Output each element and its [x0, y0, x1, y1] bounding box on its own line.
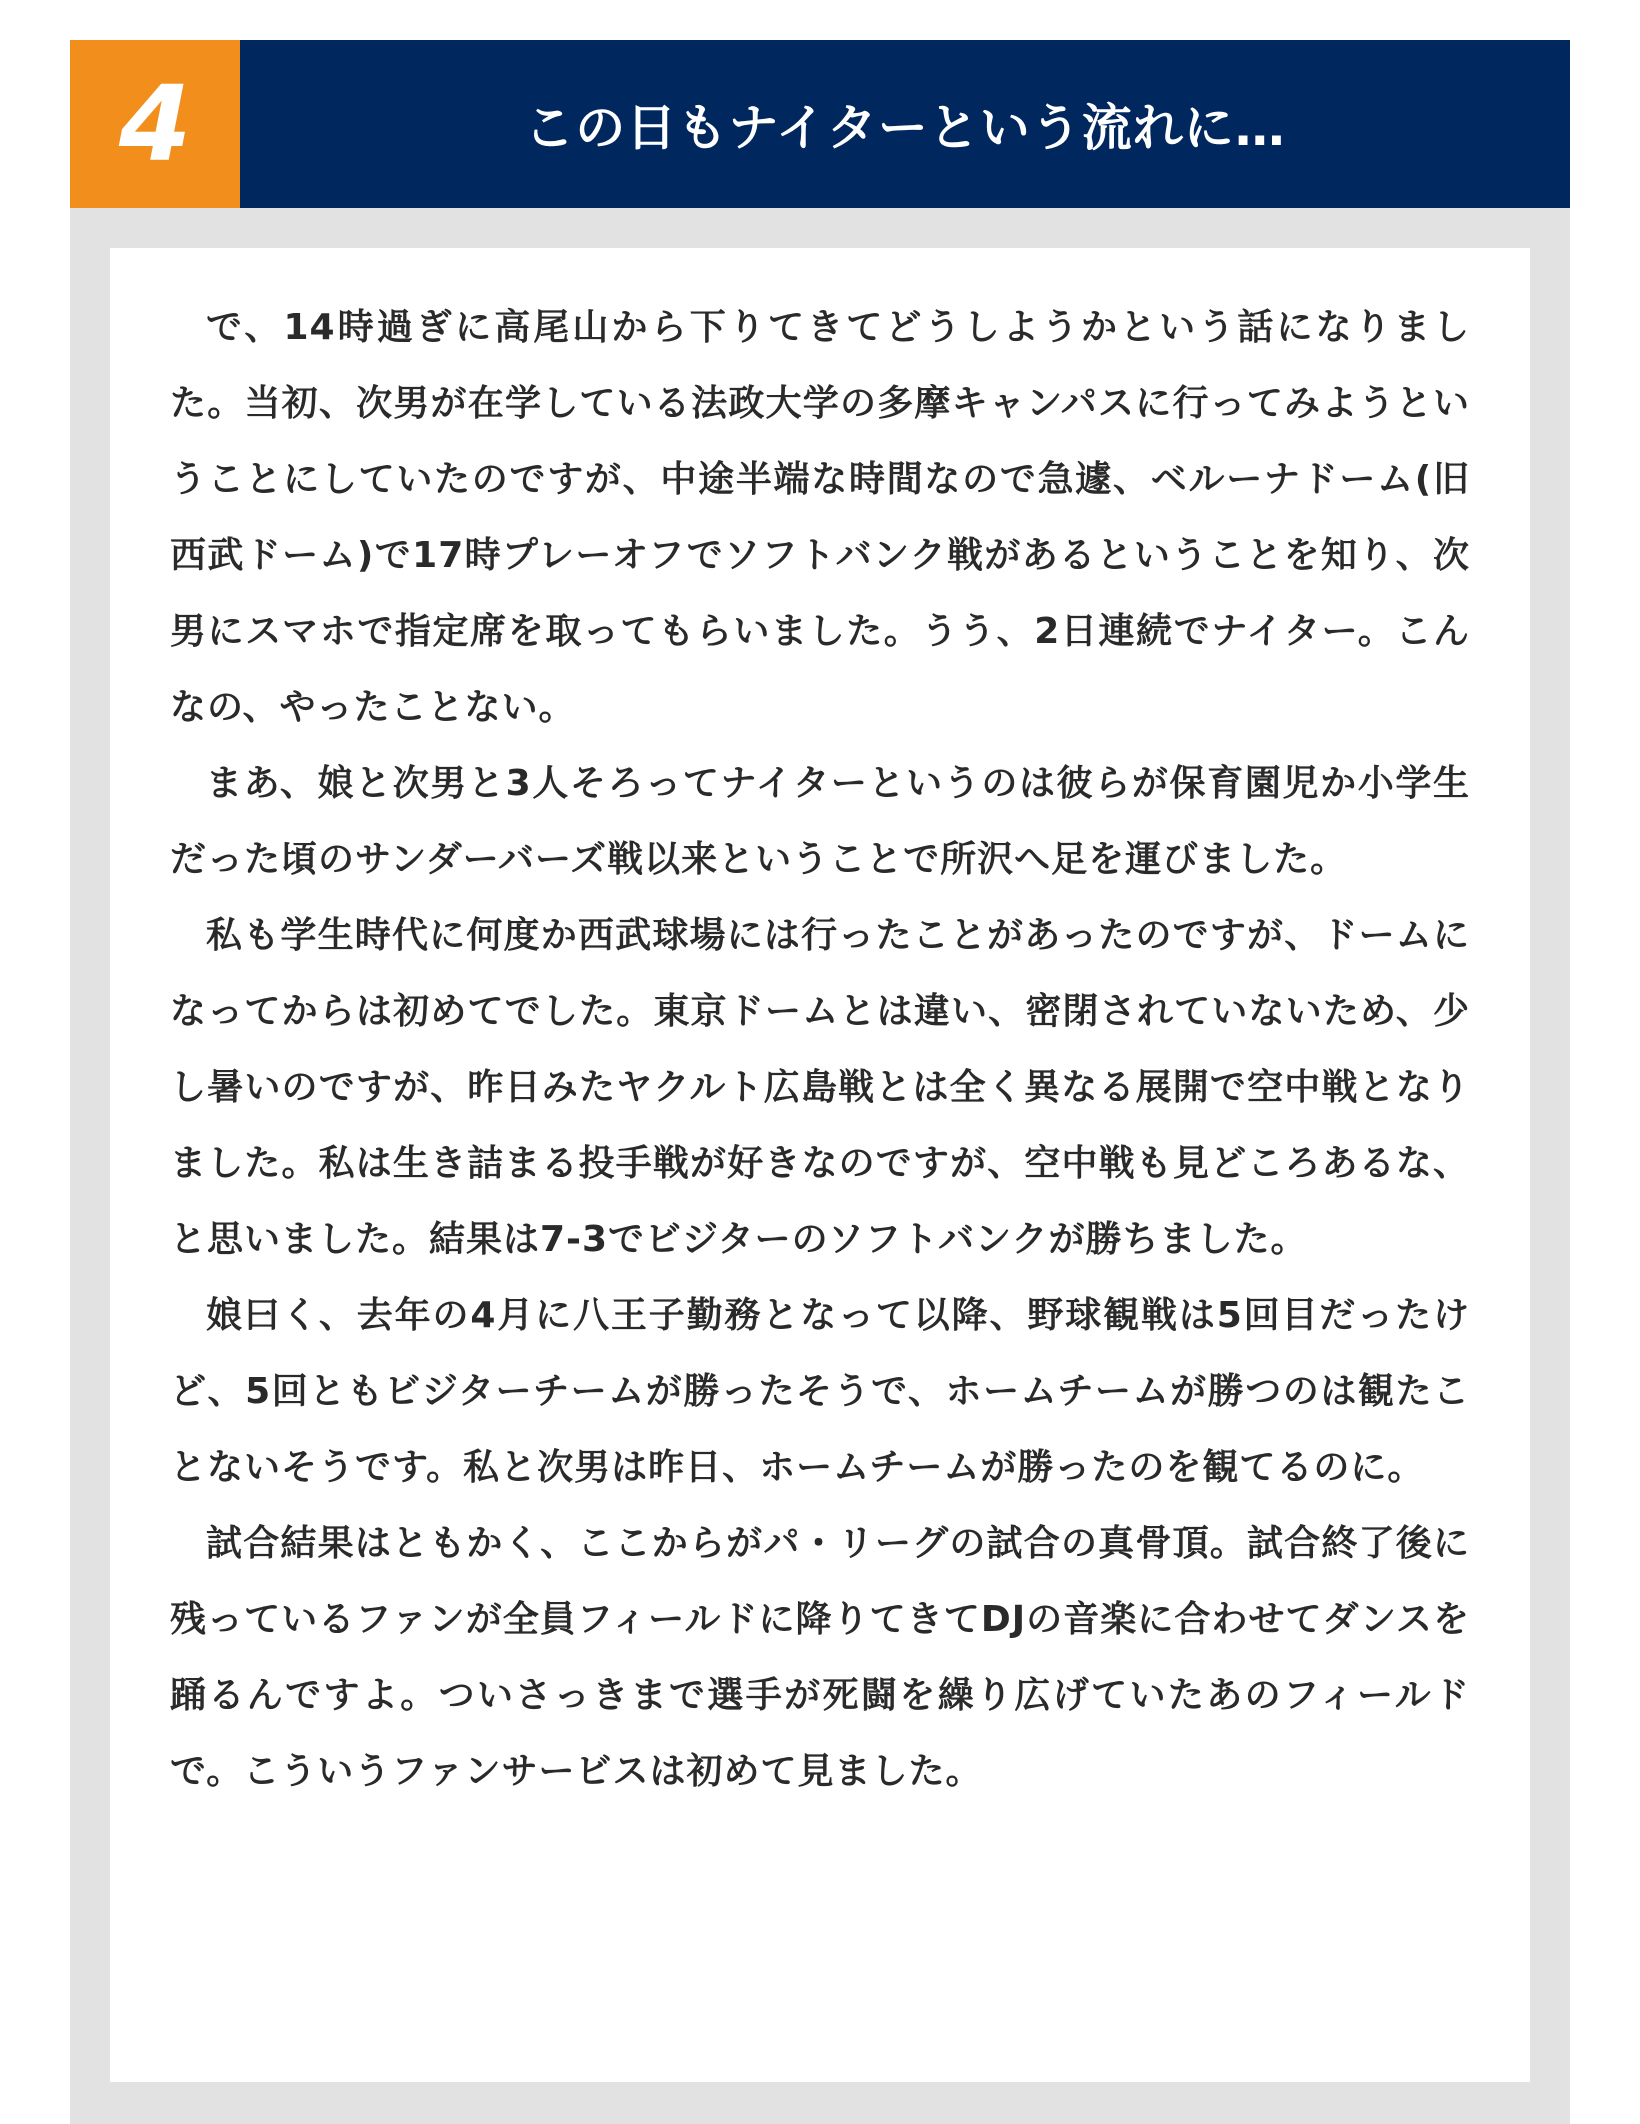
article-body: [110, 248, 1530, 2082]
paragraph: で、14時過ぎに高尾山から下りてきてどうしようかという話になりました。当初、次男が在学している法政大学の多摩キャンパスに行ってみようということにしていたのですが、中途半端な時間なので急遽、ベルーナドーム(旧西武ドーム)で17時プレーオフでソフトバンク戦があるということを知り、次男にスマホで指定席を取ってもらいました。うう、2日連続でナイター。こんなの、やったことない。: [170, 307, 1470, 728]
section-title: この日もナイターという流れに…: [524, 99, 1286, 157]
section-number-badge: [70, 40, 240, 208]
paragraph: 私も学生時代に何度か西武球場には行ったことがあったのですが、ドームになってからは初めてでした。東京ドームとは違い、密閉されていないため、少し暑いのですが、昨日みたヤクルト広島戦とは全く異なる展開で空中戦となりました。私は生き詰まる投手戦が好きなのですが、空中戦も見どころあるな、と思いました。結果は7-3でビジターのソフトバンクが勝ちました。: [170, 915, 1470, 1260]
section-number: 4: [118, 63, 192, 185]
paragraph: 試合結果はともかく、ここからがパ・リーグの試合の真骨頂。試合終了後に残っているファンが全員フィールドに降りてきてDJの音楽に合わせてダンスを踊るんですよ。ついさっきまで選手が死闘を繰り広げていたあのフィールドで。こういうファンサービスは初めて見ました。: [170, 1523, 1470, 1792]
article-panel: [70, 208, 1570, 2124]
paragraph: まあ、娘と次男と3人そろってナイターというのは彼らが保育園児か小学生だった頃のサンダーバーズ戦以来ということで所沢へ足を運びました。: [170, 763, 1470, 880]
section-title-bar: [240, 40, 1570, 208]
section-header: [70, 40, 1570, 208]
paragraph: 娘曰く、去年の4月に八王子勤務となって以降、野球観戦は5回目だったけど、5回ともビジターチームが勝ったそうで、ホームチームが勝つのは観たことないそうです。私と次男は昨日、ホームチームが勝ったのを観てるのに。: [170, 1295, 1470, 1488]
